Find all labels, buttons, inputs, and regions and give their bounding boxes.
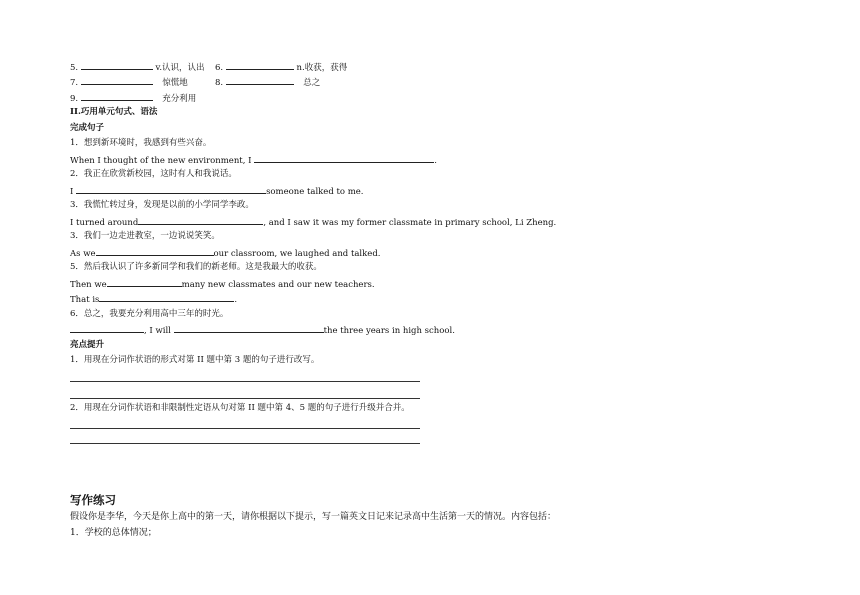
item-5-en — [70, 277, 375, 291]
vocab-blank[interactable] — [81, 60, 153, 70]
sentence-text: . — [434, 156, 437, 166]
vocab-number: 9. — [70, 94, 79, 104]
item-6-cn: 6．总之，我要充分利用高中三年的时光。 — [70, 309, 229, 319]
item-3-cn: 3．我慌忙转过身，发现是以前的小学同学李政。 — [70, 200, 254, 210]
answer-blank[interactable] — [99, 292, 234, 302]
item-2-cn: 2．我正在欣赏新校园，这时有人和我说话。 — [70, 169, 237, 179]
item-3-en — [70, 215, 556, 229]
answer-line[interactable] — [70, 428, 420, 429]
highlight-item-1: 1．用现在分词作状语的形式对第 II 题中第 3 题的句子进行改写。 — [70, 355, 320, 365]
sentence-text: the three years in high school. — [323, 326, 455, 336]
answer-line[interactable] — [70, 443, 420, 444]
section-title: II.巧用单元句式、语法 — [70, 107, 158, 117]
sentence-text: Then we — [70, 280, 107, 290]
sentence-text: , and I saw it was my former classmate in primary school, Li Zheng. — [263, 218, 557, 228]
item-1-en — [70, 153, 437, 167]
vocab-meaning: n.收获，获得 — [296, 63, 348, 73]
writing-prompt: 假设你是李华，今天是你上高中的第一天，请你根据以下提示，写一篇英文日记来记录高中生活第一天的情况。内容包括： — [70, 512, 557, 522]
item-2-en — [70, 184, 364, 198]
item-4-cn: 3．我们一边走进教室，一边说说笑笑。 — [70, 231, 220, 241]
sentence-text: I — [70, 187, 77, 197]
vocab-meaning: v.认识，认出 — [155, 63, 205, 73]
vocab-item-6 — [215, 60, 347, 74]
vocab-item-8 — [215, 75, 320, 89]
item-5-cn: 5．然后我认识了许多新同学和我们的新老师。这是我最大的收获。 — [70, 262, 322, 272]
writing-point-1: 1．学校的总体情况； — [70, 528, 157, 538]
sentence-text: , I will — [144, 326, 174, 336]
sentence-text: When I thought of the new environment, I — [70, 156, 255, 166]
answer-blank[interactable] — [76, 184, 266, 194]
answer-blank[interactable] — [70, 323, 144, 333]
answer-blank[interactable] — [254, 153, 434, 163]
item-5b-en — [70, 292, 237, 306]
vocab-meaning: 充分利用 — [162, 94, 197, 104]
vocab-number: 8. — [215, 78, 224, 88]
writing-title: 写作练习 — [70, 493, 116, 507]
answer-line[interactable] — [70, 381, 420, 382]
vocab-blank[interactable] — [226, 60, 294, 70]
vocab-item-5 — [70, 60, 205, 74]
vocab-number: 6. — [215, 63, 224, 73]
vocab-item-9 — [70, 91, 196, 105]
sentence-text: our classroom, we laughed and talked. — [213, 249, 381, 259]
sentence-text: I turned around — [70, 218, 139, 228]
answer-blank[interactable] — [174, 323, 324, 333]
vocab-meaning: 惊慌地 — [162, 78, 188, 88]
vocab-blank[interactable] — [226, 75, 294, 85]
answer-blank[interactable] — [138, 215, 263, 225]
highlight-title: 亮点提升 — [70, 340, 105, 350]
sentence-text: That is — [70, 295, 100, 305]
item-6-en — [70, 323, 455, 337]
sentence-text: many new classmates and our new teachers. — [181, 280, 375, 290]
vocab-number: 7. — [70, 78, 79, 88]
answer-blank[interactable] — [107, 277, 182, 287]
vocab-blank[interactable] — [81, 75, 153, 85]
vocab-number: 5. — [70, 63, 79, 73]
sentence-text: . — [234, 295, 238, 305]
highlight-item-2: 2．用现在分词作状语和非限制性定语从句对第 II 题中第 4、5 题的句子进行升级并合并。 — [70, 403, 410, 413]
answer-line[interactable] — [70, 398, 420, 399]
vocab-blank[interactable] — [81, 91, 153, 101]
answer-blank[interactable] — [96, 246, 214, 256]
sentence-text: As we — [70, 249, 96, 259]
item-4-en — [70, 246, 380, 260]
vocab-item-7 — [70, 75, 188, 89]
item-1-cn: 1．想到新环境时，我感到有些兴奋。 — [70, 138, 212, 148]
vocab-meaning: 总之 — [303, 78, 321, 88]
sentence-text: someone talked to me. — [266, 187, 364, 197]
subsection-title: 完成句子 — [70, 123, 105, 133]
